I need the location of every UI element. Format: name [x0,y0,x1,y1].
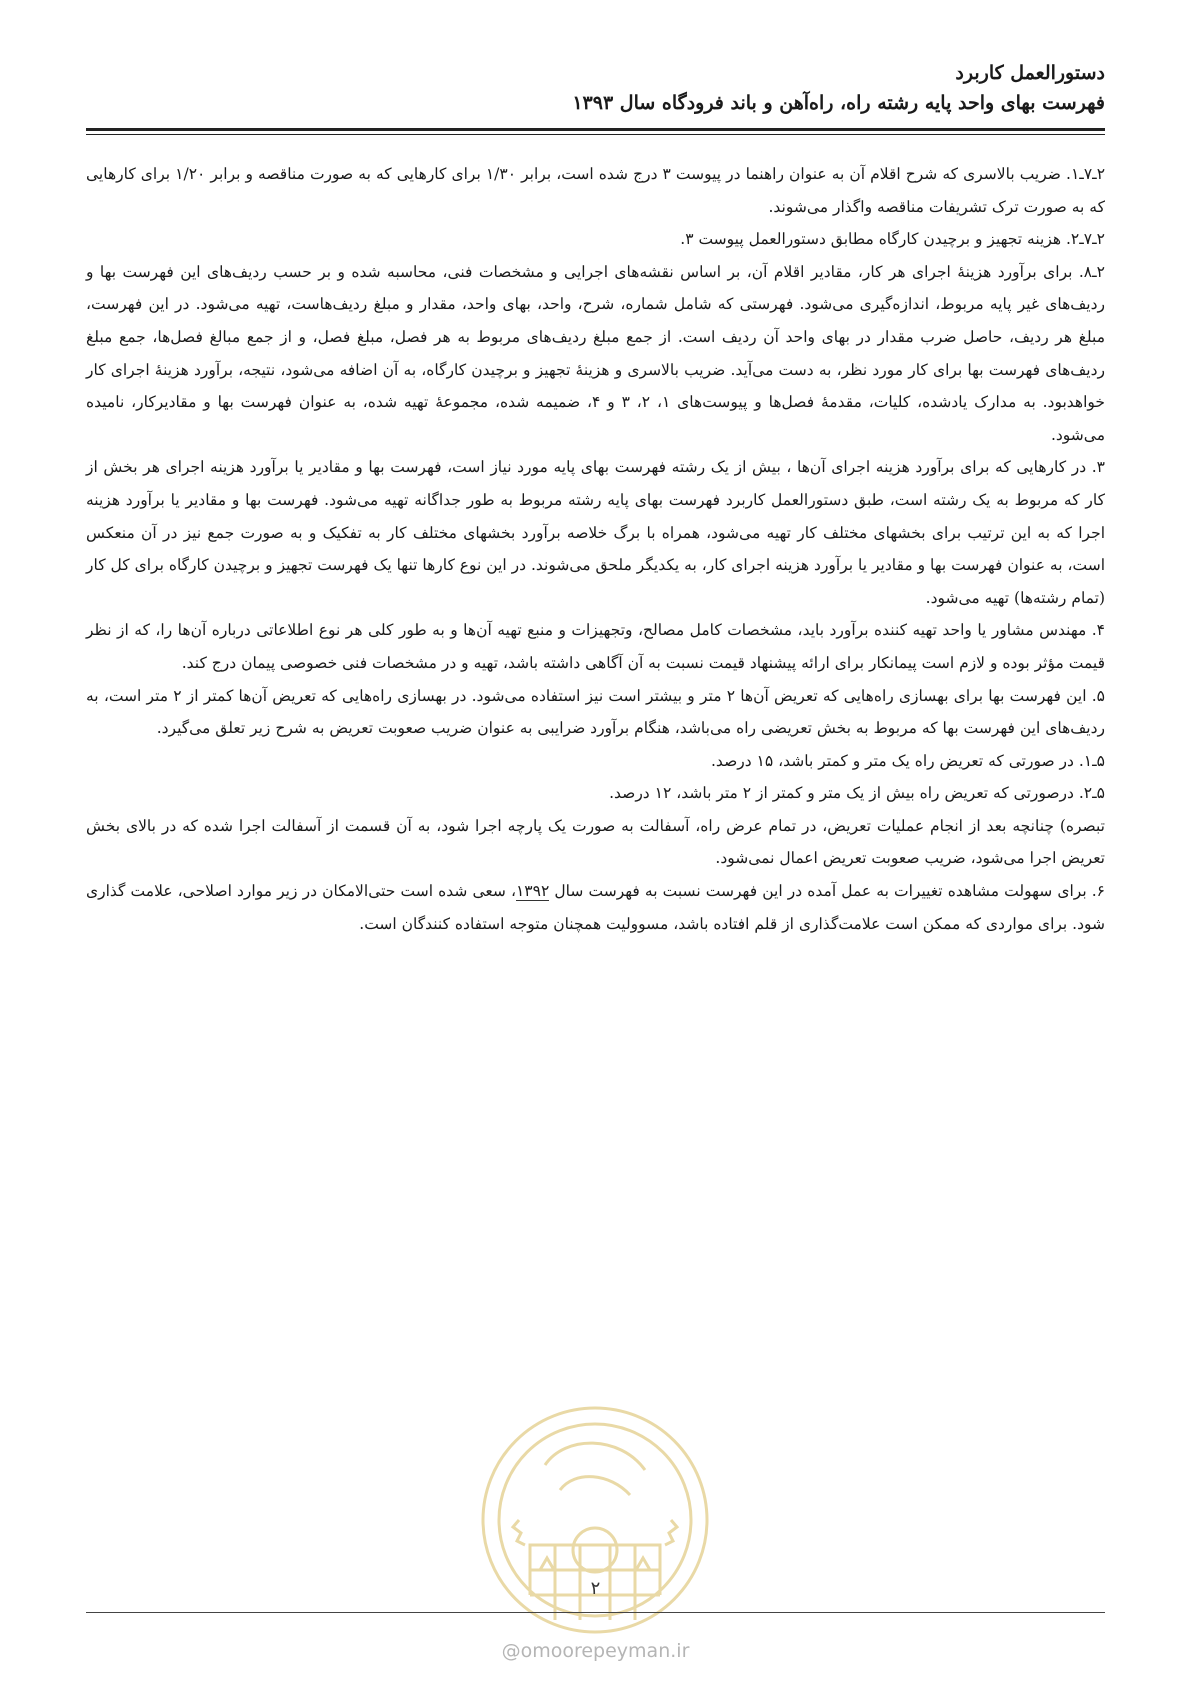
paragraph-3: ۳. در کارهایی که برای برآورد هزینه اجرای آن‌ها ، بیش از یک رشته فهرست بهای پایه مورد نیاز است، فهرست بها و مقادیر یا برآورد هزینه اجرای هر بخش از کار که مربوط به یک رشته است، طبق دستورالعمل کاربرد فهرست بهای پایه رشته مربوط به طور جداگانه تهیه می‌شود. فهرست بها و مقادیر یا برآورد هزینه اجرا که به این ترتیب برای بخشهای مختلف کار تهیه می‌شود، همراه با برگ خلاصه برآورد بخشهای مختلف کار به تفکیک و به صورت جمع نیز در آن منعکس است، به عنوان فهرست بها و مقادیر یا برآورد هزینه اجرای کار، به یکدیگر ملحق می‌شوند. در این نوع کارها تنها یک فهرست تجهیز و برچیدن کارگاه برای کل کار (تمام رشته‌ها) تهیه می‌شود. [86,458,1105,607]
header-rule-thin [86,134,1105,135]
footer-rule [86,1612,1105,1613]
body-text [86,158,1105,940]
document-title: دستورالعمل کاربرد [955,62,1105,84]
paragraph-4: ۴. مهندس مشاور یا واحد تهیه کننده برآورد باید، مشخصات کامل مصالح، وتجهیزات و منبع تهیه آن‌ها و به طور کلی هر نوع اطلاعاتی درباره آن‌ها را، که از نظر قیمت مؤثر بوده و لازم است پیمانکار برای ارائه پیشنهاد قیمت نسبت به آن آگاهی داشته باشد، تهیه و در مشخصات فنی خصوصی پیمان درج کند. [86,621,1105,672]
site-watermark: @omoorepeyman.ir [501,1640,690,1662]
page-number: ۲ [590,1578,601,1599]
header-rule-thick [86,128,1105,131]
paragraph-6-year: ۱۳۹۲ [515,882,550,901]
paragraph-6-start: ۶. برای سهولت مشاهده تغییرات به عمل آمده در این فهرست نسبت به فهرست سال [549,882,1105,901]
paragraph-6 [86,875,1105,940]
document-subtitle: فهرست بهای واحد پایه رشته راه، راه‌آهن و باند فرودگاه سال ۱۳۹۳ [572,92,1105,114]
paragraph-5-1: ۵ـ۱. در صورتی که تعریض راه یک متر و کمتر باشد، ۱۵ درصد. [711,751,1105,770]
paragraph-6-end: ، سعی شده است حتی‌الامکان در زیر موارد اصلاحی، علامت گذاری شود. برای مواردی که ممکن است علامت‌گذاری از قلم افتاده باشد، مسوولیت همچنان متوجه استفاده کنندگان است. [86,882,1105,933]
seal-watermark-icon [470,1395,720,1645]
page-header [86,58,1105,118]
paragraph-2-8: ۲ـ۸. برای برآورد هزینهٔ اجرای هر کار، مقادیر اقلام آن، بر اساس نقشه‌های اجرایی و مشخصات فنی، محاسبه شده و بر حسب ردیف‌های این فهرست بها و ردیف‌های غیر پایه مربوط، اندازه‌گیری می‌شود. فهرستی که شامل شماره، شرح، واحد، بهای واحد، مقدار و مبلغ ردیف‌هاست، تهیه می‌شود. در این فهرست، مبلغ هر ردیف، حاصل ضرب مقدار در بهای واحد آن ردیف است. از جمع مبلغ ردیف‌های مربوط به هر فصل، مبلغ فصل، و از جمع مبالغ فصل‌ها، جمع مبلغ ردیف‌های فهرست بها برای کار مورد نظر، به دست می‌آید. ضریب بالاسری و هزینهٔ تجهیز و برچیدن کارگاه، به آن اضافه می‌شود، نتیجه، برآورد هزینهٔ اجرای کار خواهدبود. به مدارک یادشده، کلیات، مقدمهٔ فصل‌ها و پیوست‌های ۱، ۲، ۳ و ۴، ضمیمه شده، مجموعهٔ تهیه شده، به عنوان فهرست بها و مقادیرکار، نامیده می‌شود. [86,262,1105,444]
paragraph-5-2: ۵ـ۲. درصورتی که تعریض راه بیش از یک متر و کمتر از ۲ متر باشد، ۱۲ درصد. [609,784,1105,803]
paragraph-note: تبصره) چنانچه بعد از انجام عملیات تعریض، در تمام عرض راه، آسفالت به صورت یک پارچه اجرا شود، به آن قسمت از آسفالت اجرا شده که در بالای بخش تعریض اجرا می‌شود، ضریب صعوبت تعریض اعمال نمی‌شود. [86,816,1105,868]
paragraph-2-7-1: ۲ـ۷ـ۱. ضریب بالاسری که شرح اقلام آن به عنوان راهنما در پیوست ۳ درج شده است، برابر ۱/۳۰ برای کارهایی که به صورت مناقصه و برابر ۱/۲۰ برای کارهایی که به صورت ترک تشریفات مناقصه واگذار می‌شوند. [86,165,1106,216]
paragraph-5: ۵. این فهرست بها برای بهسازی راه‌هایی که تعریض آن‌ها ۲ متر و بیشتر است نیز استفاده می‌شود. در بهسازی راه‌هایی که تعریض آن‌ها کمتر از ۲ متر است، به ردیف‌های این فهرست بها که مربوط به بخش تعریضی راه می‌باشد، هنگام برآورد ضرایبی به عنوان ضریب صعوبت تعریض به شرح زیر تعلق می‌گیرد. [86,686,1105,738]
paragraph-2-7-2: ۲ـ۷ـ۲. هزینه تجهیز و برچیدن کارگاه مطابق دستورالعمل پیوست ۳. [680,230,1105,249]
